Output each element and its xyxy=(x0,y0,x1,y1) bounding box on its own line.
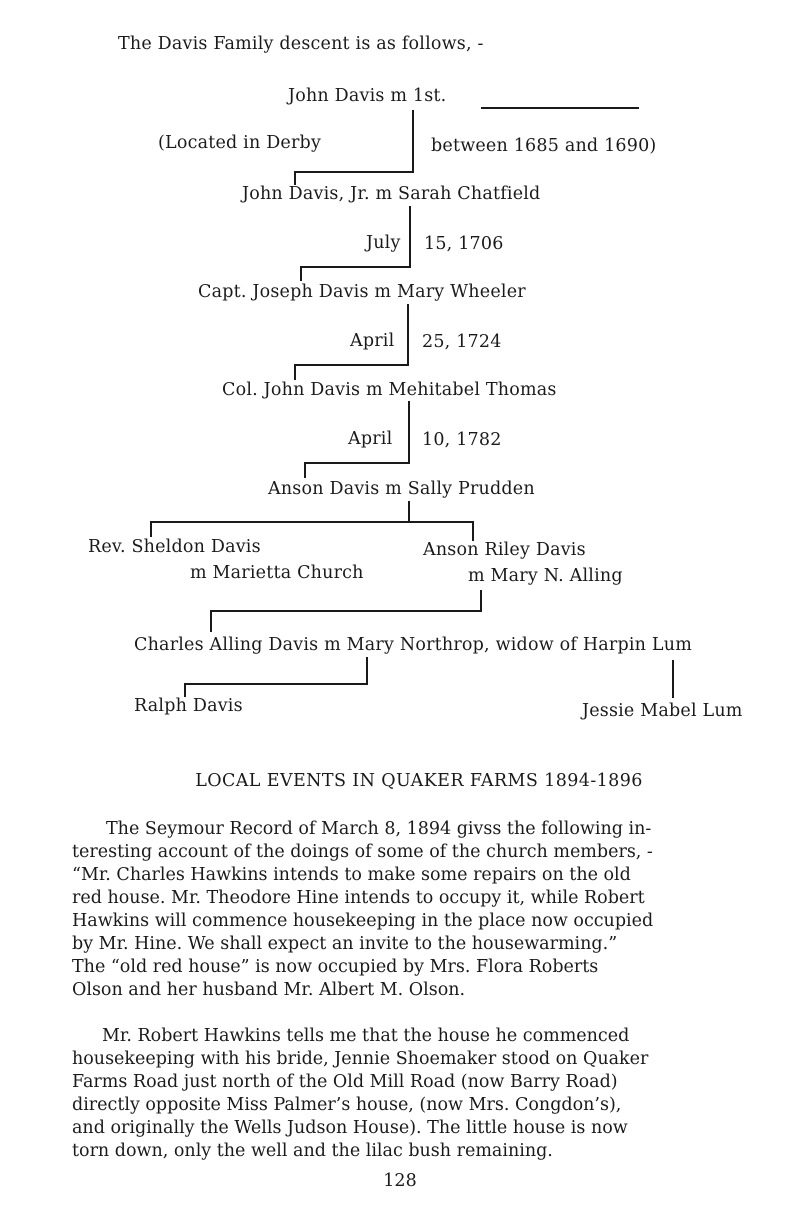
tree-gen1: John Davis m 1st. xyxy=(288,86,447,106)
paragraph-line: directly opposite Miss Palmer’s house, (now Mrs. Congdon’s), xyxy=(72,1095,622,1115)
tree-connector xyxy=(184,683,186,697)
tree-connector xyxy=(294,171,296,185)
section-title: LOCAL EVENTS IN QUAKER FARMS 1894-1896 xyxy=(195,771,643,791)
tree-connector xyxy=(408,501,410,522)
tree-connector xyxy=(412,110,414,172)
paragraph-line: teresting account of the doings of some of the church members, - xyxy=(72,842,653,862)
tree-connector xyxy=(150,521,152,537)
tree-located-left: (Located in Derby xyxy=(158,133,322,153)
paragraph-line: and originally the Wells Judson House). The little house is now xyxy=(72,1118,628,1138)
tree-connector xyxy=(210,610,212,632)
tree-gen4: Col. John Davis m Mehitabel Thomas xyxy=(222,380,557,400)
tree-child-a-name: Rev. Sheldon Davis xyxy=(88,537,261,557)
page-number: 128 xyxy=(383,1171,417,1191)
paragraph-2 xyxy=(72,1025,744,1163)
paragraph-line: by Mr. Hine. We shall expect an invite to the housewarming.” xyxy=(72,934,618,954)
tree-connector xyxy=(294,171,414,173)
tree-gen3: Capt. Joseph Davis m Mary Wheeler xyxy=(198,282,526,302)
paragraph-line: red house. Mr. Theodore Hine intends to occupy it, while Robert xyxy=(72,888,645,908)
paragraph-line: Mr. Robert Hawkins tells me that the house he commenced xyxy=(102,1026,630,1046)
tree-date4-right: 10, 1782 xyxy=(422,430,502,450)
tree-connector xyxy=(294,364,409,366)
paragraph-line: housekeeping with his bride, Jennie Shoemaker stood on Quaker xyxy=(72,1049,649,1069)
tree-connector xyxy=(304,462,410,464)
tree-date2-left: July xyxy=(366,233,401,253)
tree-date2-right: 15, 1706 xyxy=(424,234,504,254)
paragraph-line: The “old red house” is now occupied by Mrs. Flora Roberts xyxy=(72,957,599,977)
blank-underline xyxy=(481,107,639,109)
tree-child-b-name: Anson Riley Davis xyxy=(423,540,586,560)
tree-gen8-left: Ralph Davis xyxy=(134,696,243,716)
intro-text: The Davis Family descent is as follows, - xyxy=(118,34,484,54)
paragraph-line: Olson and her husband Mr. Albert M. Olson. xyxy=(72,980,466,1000)
paragraph-1 xyxy=(72,818,744,1002)
tree-gen2: John Davis, Jr. m Sarah Chatfield xyxy=(242,184,541,204)
tree-connector xyxy=(150,521,474,523)
tree-connector xyxy=(210,610,482,612)
tree-date3-right: 25, 1724 xyxy=(422,332,502,352)
tree-child-b-spouse: m Mary N. Alling xyxy=(468,566,623,586)
tree-connector xyxy=(409,206,411,268)
tree-connector xyxy=(294,364,296,380)
tree-connector xyxy=(366,657,368,685)
tree-connector xyxy=(408,401,410,463)
tree-date4-left: April xyxy=(348,429,393,449)
tree-located-right: between 1685 and 1690) xyxy=(431,136,657,156)
tree-child-a-spouse: m Marietta Church xyxy=(190,563,364,583)
paragraph-line: Farms Road just north of the Old Mill Road (now Barry Road) xyxy=(72,1072,618,1092)
tree-connector xyxy=(300,266,411,268)
tree-date3-left: April xyxy=(350,331,395,351)
tree-connector xyxy=(672,660,674,698)
tree-connector xyxy=(304,462,306,478)
tree-connector xyxy=(480,590,482,612)
tree-connector xyxy=(472,521,474,541)
tree-connector xyxy=(300,266,302,281)
paragraph-line: The Seymour Record of March 8, 1894 givss the following in- xyxy=(106,819,652,839)
tree-gen8-right: Jessie Mabel Lum xyxy=(582,701,743,721)
paragraph-line: “Mr. Charles Hawkins intends to make some repairs on the old xyxy=(72,865,631,885)
tree-gen5: Anson Davis m Sally Prudden xyxy=(268,479,535,499)
paragraph-line: Hawkins will commence housekeeping in the place now occupied xyxy=(72,911,654,931)
tree-gen7: Charles Alling Davis m Mary Northrop, widow of Harpin Lum xyxy=(134,635,692,655)
tree-connector xyxy=(184,683,368,685)
tree-connector xyxy=(407,304,409,366)
paragraph-line: torn down, only the well and the lilac bush remaining. xyxy=(72,1141,553,1161)
